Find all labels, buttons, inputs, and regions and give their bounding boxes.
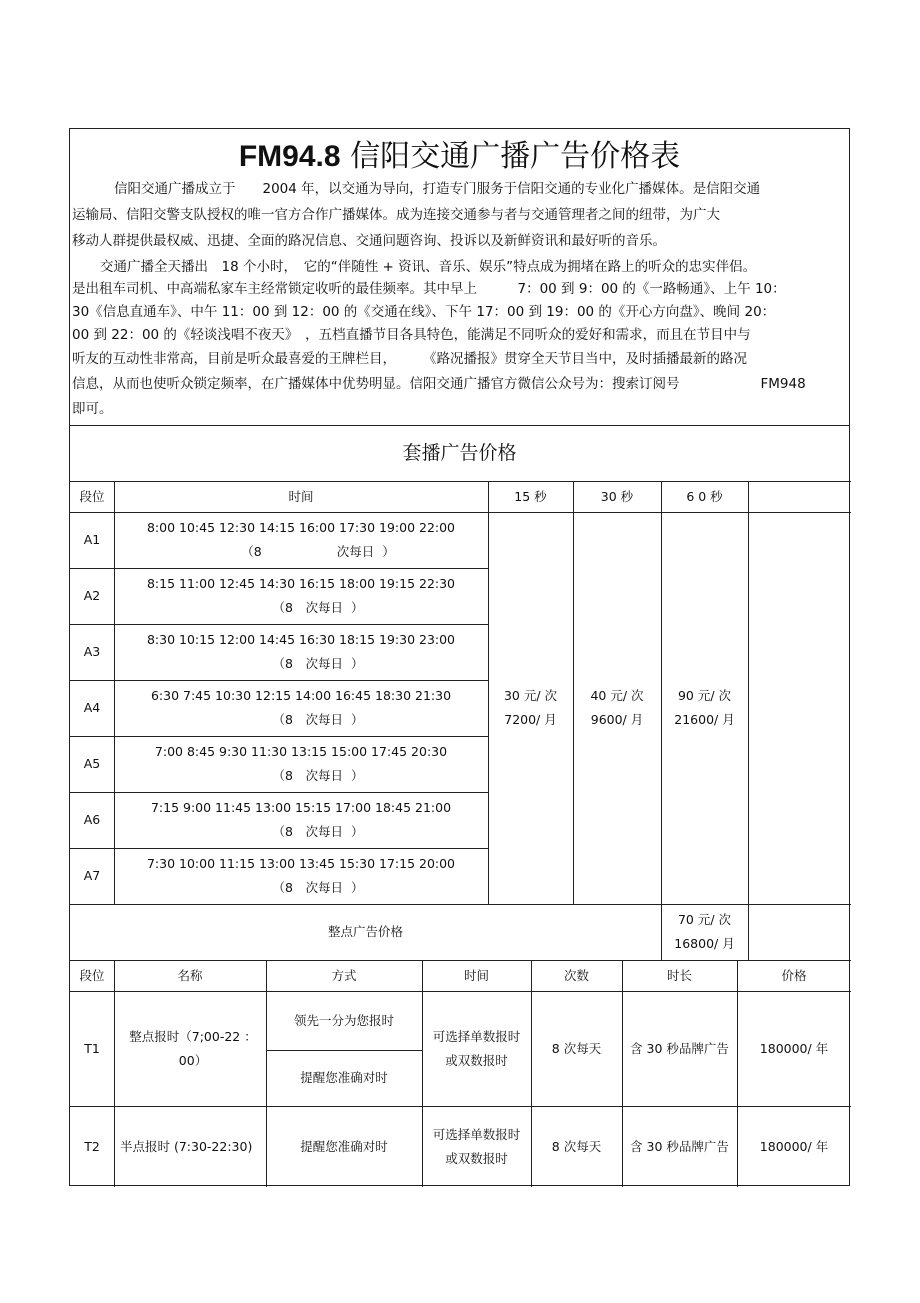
grid-line xyxy=(748,481,749,960)
ad-name: 半点报时 (7:30-22:30) xyxy=(120,1138,253,1154)
daily-frequency: （8 次每日 ） xyxy=(241,544,395,559)
intro-line: 听友的互动性非常高，目前是听众最喜爱的王牌栏目， 《路况播报》贯穿全天节目当中，及时插播最新的路况 xyxy=(72,351,747,367)
segment-label: A1 xyxy=(83,532,101,547)
time-slots: 7:15 9:00 11:45 13:00 15:15 17:00 18:45 21:00 xyxy=(150,800,452,815)
col-header-15s: 15 秒 xyxy=(514,488,547,504)
time-slots: 7:30 10:00 11:15 13:00 13:45 15:30 17:15 20:00 xyxy=(146,856,456,871)
col-header-count: 次数 xyxy=(563,967,589,983)
intro-line: 即可。 xyxy=(72,401,113,417)
price-per-month: 9600/ 月 xyxy=(590,712,644,727)
time-slots: 8:30 10:15 12:00 14:45 16:30 18:15 19:30 23:00 xyxy=(146,632,456,647)
col-header-duration: 时长 xyxy=(666,967,692,983)
col-header-segment: 段位 xyxy=(79,488,105,504)
ad-count: 8 次每天 xyxy=(551,1040,602,1056)
time-slots: 7:00 8:45 9:30 11:30 13:15 15:00 17:45 20:30 xyxy=(154,744,448,759)
title-text: 信阳交通广播广告价格表 xyxy=(350,139,681,174)
table-row xyxy=(114,680,488,736)
price-per-spot: 90 元/ 次 xyxy=(677,688,732,703)
ad-price: 180000/ 年 xyxy=(759,1138,829,1154)
ad-count: 8 次每天 xyxy=(551,1138,602,1154)
col-header-price: 价格 xyxy=(781,967,807,983)
intro-line: 移动人群提供最权威、迅捷、全面的路况信息、交通问题咨询、投诉以及新鲜资讯和最好听的音乐。 xyxy=(72,233,666,249)
col-header-time: 时间 xyxy=(463,967,489,983)
page-title xyxy=(70,135,849,179)
daily-frequency: （8 次每日 ） xyxy=(272,712,364,727)
price-per-month: 21600/ 月 xyxy=(674,712,735,727)
table-row xyxy=(114,512,488,568)
col-header-method: 方式 xyxy=(331,967,357,983)
ad-method: 提醒您准确对时 xyxy=(300,1070,388,1085)
time-slots: 8:15 11:00 12:45 14:30 16:15 18:00 19:15 22:30 xyxy=(146,576,456,591)
ad-time-line: 可选择单数报时 xyxy=(432,1126,521,1142)
ad-price: 180000/ 年 xyxy=(759,1040,829,1056)
intro-line: 是出租车司机、中高端私家车主经常锁定收听的最佳频率。其中早上 7：00 到 9：00 的《一路畅通》、上午 10： xyxy=(72,281,786,297)
title-code: FM94.8 xyxy=(238,140,341,173)
intro-line: 运输局、信阳交警支队授权的唯一官方合作广播媒体。成为连接交通参与者与交通管理者之间的纽带，为广大 xyxy=(72,207,720,223)
segment-label: A3 xyxy=(83,644,101,659)
hourly-ad-price xyxy=(661,904,748,960)
hourly-ad-label: 整点广告价格 xyxy=(327,924,403,939)
intro-line: 交通广播全天播出 18 个小时， 它的“伴随性 + 资讯、音乐、娱乐”特点成为拥堵在路上的听众的忠实伴侣。 xyxy=(100,259,757,275)
col-header-60s: 6 0 秒 xyxy=(686,488,723,504)
intro-line: 30《信息直通车》、中午 11：00 到 12：00 的《交通在线》、下午 17：00 到 19：00 的《开心方向盘》、晚间 20： xyxy=(72,304,776,320)
table-row xyxy=(114,792,488,848)
price-per-month: 7200/ 月 xyxy=(504,712,557,727)
ad-duration: 含 30 秒品牌广告 xyxy=(630,1138,729,1154)
segment-label: A7 xyxy=(83,868,101,883)
intro-line: 信息，从而也使听众锁定频率，在广播媒体中优势明显。信阳交通广播官方微信公众号为：搜索订阅号 FM948 xyxy=(72,376,806,392)
time-slots: 8:00 10:45 12:30 14:15 16:00 17:30 19:00 22:00 xyxy=(146,520,456,535)
segment-label: A2 xyxy=(83,588,101,603)
daily-frequency: （8 次每日 ） xyxy=(272,656,364,671)
ad-method: 领先一分为您报时 xyxy=(293,1012,394,1028)
price-per-month: 16800/ 月 xyxy=(674,936,735,951)
ad-time-line: 或双数报时 xyxy=(445,1052,508,1068)
ad-duration: 含 30 秒品牌广告 xyxy=(630,1040,729,1056)
segment-label: A6 xyxy=(83,812,101,827)
daily-frequency: （8 次每日 ） xyxy=(272,768,364,783)
price-per-spot: 40 元/ 次 xyxy=(590,688,644,703)
time-slots: 6:30 7:45 10:30 12:15 14:00 16:45 18:30 21:30 xyxy=(150,688,452,703)
rotation-heading: 套播广告价格 xyxy=(70,425,849,481)
segment-label: A5 xyxy=(83,756,101,771)
price-per-spot: 30 元/ 次 xyxy=(503,688,558,703)
table-row xyxy=(114,568,488,624)
segment-label: T1 xyxy=(84,1040,100,1056)
segment-label: T2 xyxy=(84,1138,100,1154)
price-sheet xyxy=(69,128,850,1186)
daily-frequency: （8 次每日 ） xyxy=(272,600,364,615)
daily-frequency: （8 次每日 ） xyxy=(272,824,364,839)
price-per-spot: 70 元/ 次 xyxy=(677,912,732,927)
table-row xyxy=(114,848,488,904)
col-header-name: 名称 xyxy=(177,967,203,983)
ad-time-line: 可选择单数报时 xyxy=(432,1028,521,1044)
ad-time xyxy=(422,1106,531,1187)
col-header-segment: 段位 xyxy=(79,967,105,983)
col-header-time: 时间 xyxy=(288,488,314,504)
table-row xyxy=(114,624,488,680)
price-30s xyxy=(573,512,661,904)
ad-time-line: 或双数报时 xyxy=(445,1150,508,1166)
intro-line: 00 到 22：00 的《轻谈浅唱不夜天》 ，五档直播节目各具特色，能满足不同听众的爱好和需求，而且在节目中与 xyxy=(72,327,751,343)
price-60s xyxy=(661,512,748,904)
table-row xyxy=(114,736,488,792)
ad-method: 提醒您准确对时 xyxy=(300,1138,388,1154)
ad-name: 整点报时（7;00-22 ：00） xyxy=(129,1028,257,1068)
intro-line: 信阳交通广播成立于 2004 年，以交通为导向，打造专门服务于信阳交通的专业化广播媒体。是信阳交通 xyxy=(114,181,761,197)
ad-time xyxy=(422,991,531,1106)
col-header-30s: 30 秒 xyxy=(600,488,634,504)
price-15s xyxy=(488,512,573,904)
col-header-extra xyxy=(748,481,851,512)
daily-frequency: （8 次每日 ） xyxy=(272,880,364,895)
segment-label: A4 xyxy=(83,700,101,715)
